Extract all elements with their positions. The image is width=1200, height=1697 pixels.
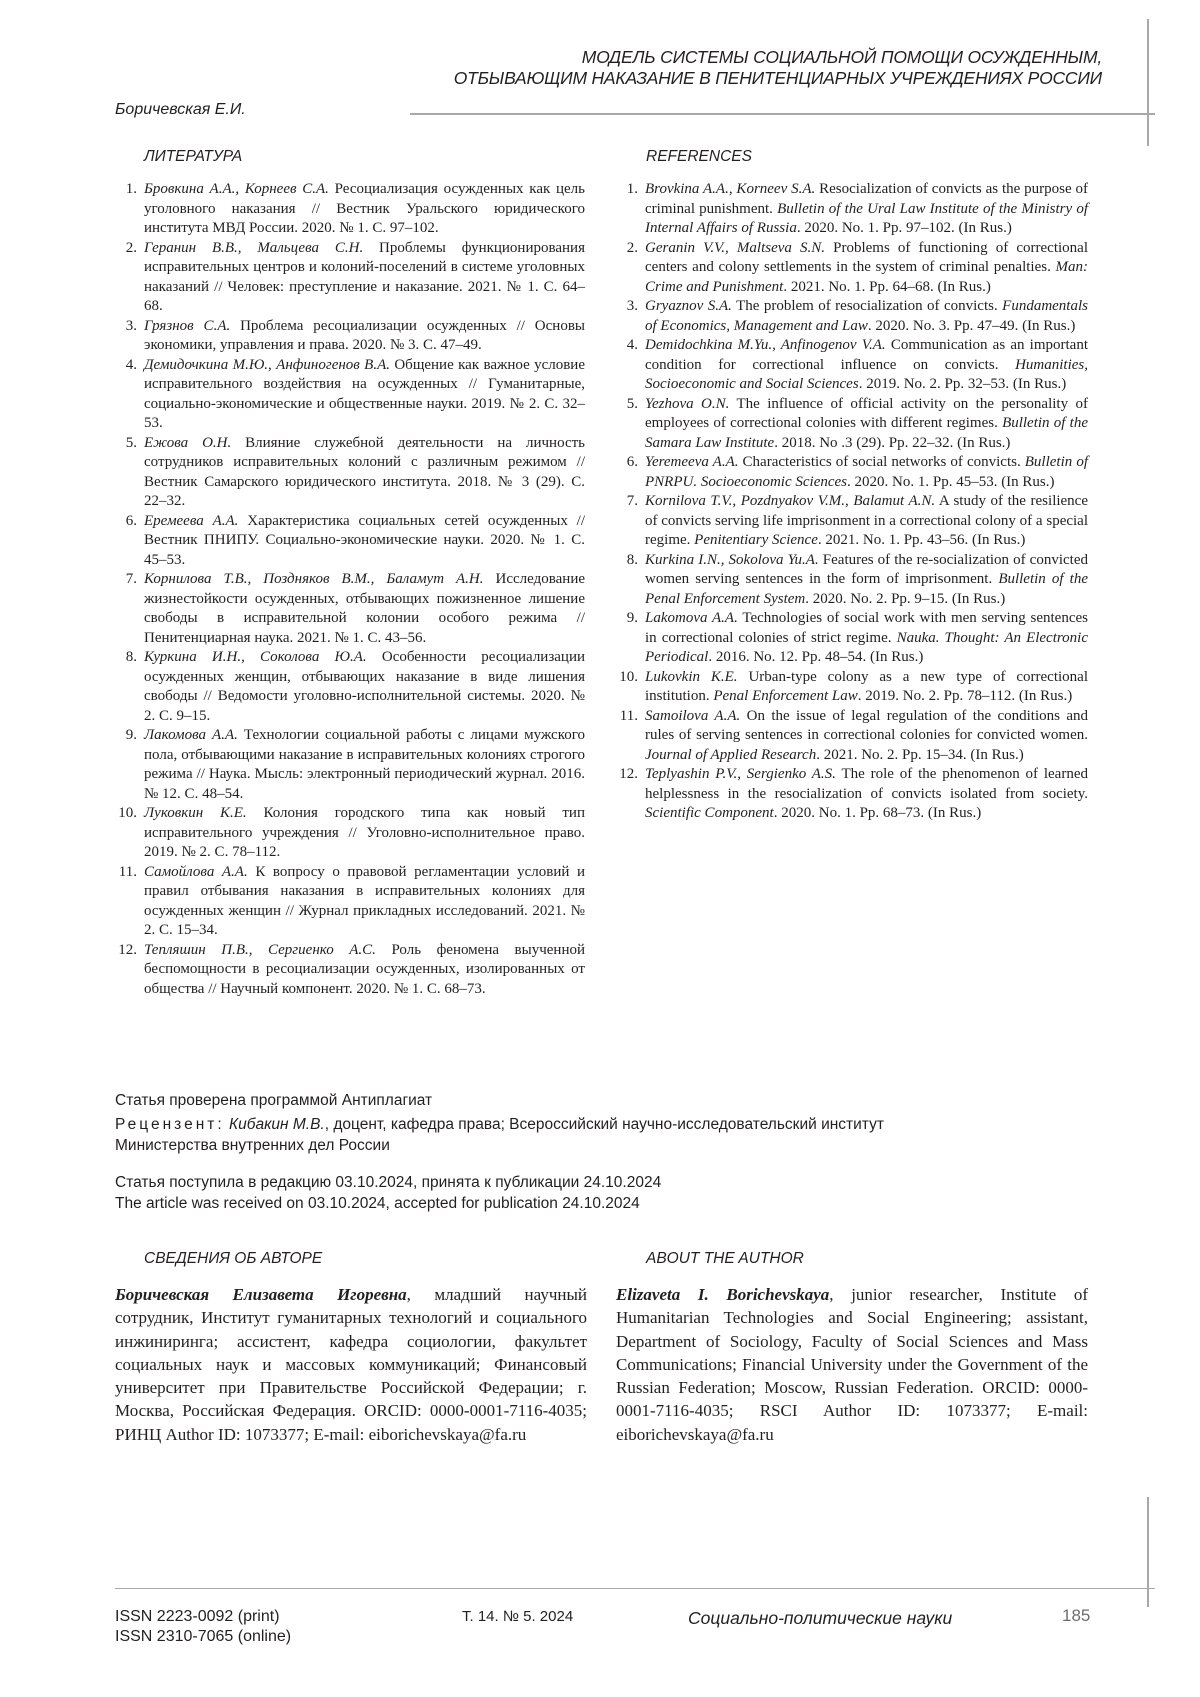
page-number: 185 (1062, 1606, 1091, 1625)
reference-tail: . 2019. No. 2. Pp. 32–53. (In Rus.) (858, 376, 1067, 392)
reference-tail: . 2020. No. 2. Pp. 9–15. (In Rus.) (805, 590, 1006, 607)
vertical-rule-top (1147, 19, 1149, 146)
footer-rule (115, 1588, 1155, 1589)
references-list (616, 180, 1088, 824)
running-title (302, 47, 1102, 89)
reference-item (616, 668, 1088, 707)
author-en-text: , junior researcher, Institute of Humanitarian Technologies and Social Engineering; assistant, Department of Sociology, Faculty of Social Sciences and Mass Communications; Financial University under the Government of the Russian Federation; Moscow, Russian Federation. ORCID: 0000-0001-7116-4035; RSCI Author ID: 1073377; E-mail: eiborichevskaya@fa.ru (616, 1285, 1088, 1444)
reference-tail: . 2020. No. 1. Pp. 68–73. (In Rus.) (773, 805, 982, 821)
reference-number: 8. (626, 551, 638, 568)
reference-tail: . 2020. No. 1. Pp. 45–53. (In Rus.) (847, 473, 1055, 490)
reference-authors: Бровкина А.А., Корнеев С.А. (144, 181, 329, 197)
reference-authors: Samoilova A.A. (645, 707, 741, 724)
reference-text: Features of the re-socialization of convicted women serving sentences in the form of imprisonment. (645, 551, 1088, 587)
reference-text: Characteristics of social networks of convicts. (738, 454, 1025, 470)
reference-item (115, 239, 585, 317)
reference-number: 9. (626, 610, 638, 626)
running-title-line1: МОДЕЛЬ СИСТЕМЫ СОЦИАЛЬНОЙ ПОМОЩИ ОСУЖДЕННЫМ, (581, 47, 1102, 67)
reference-authors: Lakomova A.A. (645, 610, 738, 626)
running-title-line2: ОТБЫВАЮЩИМ НАКАЗАНИЕ В ПЕНИТЕНЦИАРНЫХ УЧРЕЖДЕНИЯХ РОССИИ (453, 68, 1102, 88)
reference-item (115, 180, 585, 239)
reference-item (616, 239, 1088, 298)
reference-number: 10. (619, 668, 638, 685)
reference-number: 6. (626, 454, 638, 470)
literature-list (115, 180, 585, 999)
reference-item (616, 336, 1088, 395)
reference-authors: Геранин В.В., Мальцева С.Н. (144, 239, 364, 256)
reference-authors: Teplyashin P.V., Sergienko A.S. (645, 766, 836, 782)
reference-text: Problems of functioning of correctional centers and colony settlements in the system of criminal penalties. (645, 239, 1088, 275)
reviewer-affiliation-2: Министерства внутренних дел России (115, 1137, 390, 1154)
reference-authors: Kurkina I.N., Sokolova Yu.A. (645, 551, 819, 568)
author-en-bio (616, 1283, 1088, 1446)
reference-item (115, 804, 585, 863)
reference-text: Resocialization of convicts as the purpose of criminal punishment. (645, 181, 1088, 217)
reference-number: 6. (125, 512, 137, 529)
volume-issue: Т. 14. № 5. 2024 (462, 1608, 574, 1625)
reference-number: 4. (626, 337, 638, 353)
reference-tail: . 2018. No .3 (29). Pp. 22–32. (In Rus.) (774, 434, 1011, 451)
author-en-name: Elizaveta I. Borichevskaya (616, 1285, 830, 1304)
reference-text: Ресоциализация осужденных как цель уголовного наказания // Вестник Уральского юридического института МВД России. 2020. № 1. С. 97–102. (144, 181, 586, 236)
reference-text: Технологии социальной работы с лицами мужского пола, отбывающими наказание в исправительных колониях строгого режима // Наука. Мысль: электронный периодический журнал. 2016. № 12. С. 48–54. (144, 727, 586, 802)
reference-item (616, 492, 1088, 551)
reviewer-block (115, 1114, 1115, 1156)
reference-item (616, 297, 1088, 336)
reference-authors: Yezhova O.N. (645, 395, 730, 412)
reference-authors: Грязнов С.А. (144, 317, 231, 334)
reference-journal: Bulletin of the Samara Law Institute (645, 415, 1088, 451)
reference-number: 5. (125, 434, 137, 451)
reference-authors: Самойлова А.А. (144, 863, 248, 880)
references-heading: REFERENCES (646, 148, 752, 165)
reference-text: The role of the phenomenon of learned helplessness in the resocialization of convicts isolated from society. (645, 766, 1088, 802)
reference-authors: Куркина И.Н., Соколова Ю.А. (144, 649, 367, 665)
reference-number: 11. (118, 863, 137, 880)
reference-journal: Penitentiary Science (694, 532, 818, 548)
reference-number: 8. (125, 649, 137, 665)
reference-authors: Gryaznov S.A. (645, 298, 732, 314)
reference-text: Колония городского типа как новый тип исправительного учреждения // Уголовно-исполнительное право. 2019. № 2. С. 78–112. (144, 805, 585, 860)
reference-journal: Man: Crime and Punishment (645, 259, 1088, 295)
reference-authors: Kornilova T.V., Pozdnyakov V.M., Balamut A.N. (645, 493, 936, 509)
author-ru-bio (115, 1283, 587, 1446)
reference-journal: Humanities, Socioeconomic and Social Sciences (645, 356, 1088, 392)
reference-number: 4. (125, 356, 137, 373)
reference-journal: Journal of Applied Research (645, 746, 817, 763)
reference-number: 9. (125, 727, 137, 743)
reference-authors: Тепляшин П.В., Сергиенко А.С. (144, 941, 376, 958)
reference-journal: Bulletin of PNRPU. Socioeconomic Sciences (645, 454, 1088, 490)
reference-journal: Scientific Component (645, 805, 774, 821)
reference-item (115, 356, 585, 434)
reference-text: Technologies of social work with men serving sentences in correctional colonies of strict regime. (645, 610, 1088, 646)
reference-item (616, 395, 1088, 454)
reference-number: 1. (125, 181, 137, 197)
reference-item (115, 726, 585, 804)
author-ru-name: Боричевская Елизавета Игоревна (115, 1285, 407, 1304)
issn-block (115, 1607, 291, 1647)
reference-text: Проблемы функционирования исправительных центров и колоний-поселений в системе уголовных наказаний // Человек: преступление и наказание. 2021. № 1. С. 64–68. (144, 239, 585, 314)
reference-authors: Луковкин К.Е. (144, 805, 247, 821)
reference-item (616, 551, 1088, 610)
vertical-rule-bottom (1147, 1497, 1149, 1607)
reference-number: 1. (626, 181, 638, 197)
reference-text: Характеристика социальных сетей осужденных // Вестник ПНИПУ. Социально-экономические науки. 2020. № 1. С. 45–53. (144, 512, 585, 568)
reference-text: The influence of official activity on the personality of employees of correctional colonies with different regimes. (645, 395, 1088, 431)
reference-tail: . 2021. No. 1. Pp. 64–68. (In Rus.) (783, 278, 991, 295)
reference-item (115, 434, 585, 512)
reference-item (115, 317, 585, 356)
reference-number: 7. (125, 571, 137, 587)
reference-authors: Ежова О.Н. (144, 434, 232, 451)
reference-text: The problem of resocialization of convicts. (731, 298, 1003, 314)
received-ru: Статья поступила в редакцию 03.10.2024, принята к публикации 24.10.2024 (115, 1174, 662, 1191)
reference-tail: . 2021. No. 2. Pp. 15–34. (In Rus.) (816, 746, 1024, 763)
journal-name: Социально-политические науки (688, 1608, 953, 1628)
reference-number: 3. (125, 317, 137, 334)
issn-print: ISSN 2223-0092 (print) (115, 1608, 280, 1625)
issn-online: ISSN 2310-7065 (online) (115, 1628, 292, 1645)
reference-number: 12. (619, 766, 638, 782)
reference-tail: . 2019. No. 2. Pp. 78–112. (In Rus.) (857, 688, 1073, 704)
reviewer-affiliation: , доцент, кафедра права; Всероссийский научно-исследовательский институт (324, 1116, 884, 1133)
reference-text: К вопросу о правовой регламентации условий и правил отбывания наказания в исправительных колониях для осужденных женщин // Журнал прикладных исследований. 2021. № 2. С. 15–34. (144, 863, 585, 938)
reference-item (616, 765, 1088, 824)
reviewer-name: Кибакин М.В. (229, 1116, 325, 1133)
reviewer-label: Рецензент: (115, 1116, 225, 1133)
reference-number: 10. (118, 805, 137, 821)
reference-text: Роль феномена выученной беспомощности в ресоциализации осужденных, изолированных от общества // Научный компонент. 2020. № 1. С. 68–73. (144, 941, 585, 997)
reference-authors: Lukovkin K.E. (645, 668, 738, 685)
author-ru-text: , младший научный сотрудник, Институт гуманитарных технологий и социального инжиниринга; ассистент, кафедра социологии, факультет социальных наук и массовых коммуникаций; Финансовый университет при Правительстве Российской Федерации; г. Москва, Российская Федерация. ORCID: 0000-0001-7116-4035; РИНЦ Author ID: 1073377; E-mail: eiborichevskaya@fa.ru (115, 1285, 588, 1444)
reference-number: 11. (619, 707, 638, 724)
reference-authors: Корнилова Т.В., Поздняков В.М., Баламут А.Н. (144, 571, 484, 587)
reference-authors: Demidochkina M.Yu., Anfinogenov V.A. (645, 337, 886, 353)
reference-authors: Лакомова А.А. (144, 727, 238, 743)
author-en-heading: ABOUT THE AUTHOR (646, 1250, 804, 1267)
received-en: The article was received on 03.10.2024, accepted for publication 24.10.2024 (115, 1195, 640, 1212)
reference-text: Влияние служебной деятельности на личность сотрудников исправительных колоний с различным режимом // Вестник Самарского юридического института. 2018. № 3 (29). С. 22–32. (144, 434, 585, 509)
reference-authors: Еремеева А.А. (144, 512, 239, 529)
reference-item (616, 180, 1088, 239)
reference-authors: Geranin V.V., Maltseva S.N. (645, 239, 826, 256)
reference-number: 12. (118, 941, 137, 958)
reference-tail: . 2021. No. 1. Pp. 43–56. (In Rus.) (817, 532, 1026, 548)
reference-authors: Демидочкина М.Ю., Анфиногенов В.А. (144, 356, 390, 373)
literature-heading: ЛИТЕРАТУРА (144, 148, 243, 165)
antiplagiat-note: Статья проверена программой Антиплагиат (115, 1092, 433, 1109)
reference-journal: Bulletin of the Penal Enforcement System (645, 571, 1088, 607)
reference-text: Communication as an important condition for correctional influence on convicts. (645, 337, 1088, 373)
reference-item (115, 941, 585, 1000)
reference-authors: Brovkina A.A., Korneev S.A. (645, 181, 816, 197)
reference-journal: Fundamentals of Economics, Management and Law (645, 298, 1088, 334)
running-author: Боричевская Е.И. (115, 101, 246, 118)
reference-text: Исследование жизнестойкости осужденных, отбывающих пожизненное лишение свободы в исправительной колонии особого режима // Пенитенциарная наука. 2021. № 1. С. 43–56. (144, 571, 586, 646)
reference-item (115, 570, 585, 648)
reference-tail: . 2020. No. 3. Pp. 47–49. (In Rus.) (867, 317, 1076, 334)
reference-tail: . 2016. No. 12. Pp. 48–54. (In Rus.) (708, 649, 924, 665)
author-ru-heading: СВЕДЕНИЯ ОБ АВТОРЕ (144, 1250, 323, 1267)
reference-number: 5. (626, 395, 638, 412)
reference-number: 2. (125, 239, 137, 256)
reference-number: 3. (626, 298, 638, 314)
header-rule (410, 113, 1155, 115)
reference-item (115, 648, 585, 726)
reference-text: On the issue of legal regulation of the conditions and rules of serving sentences in correctional colonies for convicted women. (645, 707, 1088, 743)
reference-text: Urban-type colony as a new type of correctional institution. (645, 668, 1089, 704)
reference-number: 2. (626, 239, 638, 256)
reference-text: Общение как важное условие исправительного воздействия на осужденных // Гуманитарные, социально-экономические и общественные науки. 2019. № 2. С. 32–53. (144, 356, 585, 431)
reference-item (616, 453, 1088, 492)
reference-authors: Yeremeeva A.A. (645, 454, 739, 470)
reference-journal: Bulletin of the Ural Law Institute of the Ministry of Internal Affairs of Russia (645, 200, 1088, 236)
reference-tail: . 2020. No. 1. Pp. 97–102. (In Rus.) (796, 220, 1012, 236)
reference-text: A study of the resilience of convicts serving life imprisonment in a correctional colony of a special regime. (645, 493, 1088, 548)
reference-number: 7. (626, 493, 638, 509)
reference-item (616, 707, 1088, 766)
reference-text: Особенности ресоциализации осужденных женщин, отбывающих наказание в виде лишения свободы // Ведомости уголовно-исполнительной системы. 2020. № 2. С. 9–15. (144, 649, 586, 724)
reference-journal: Penal Enforcement Law (713, 688, 858, 704)
reference-text: Проблема ресоциализации осужденных // Основы экономики, управления и права. 2020. № 3. С. 47–49. (144, 317, 585, 353)
reference-item (616, 609, 1088, 668)
reference-item (115, 512, 585, 571)
reference-journal: Nauka. Thought: An Electronic Periodical (645, 629, 1088, 665)
reference-item (115, 863, 585, 941)
